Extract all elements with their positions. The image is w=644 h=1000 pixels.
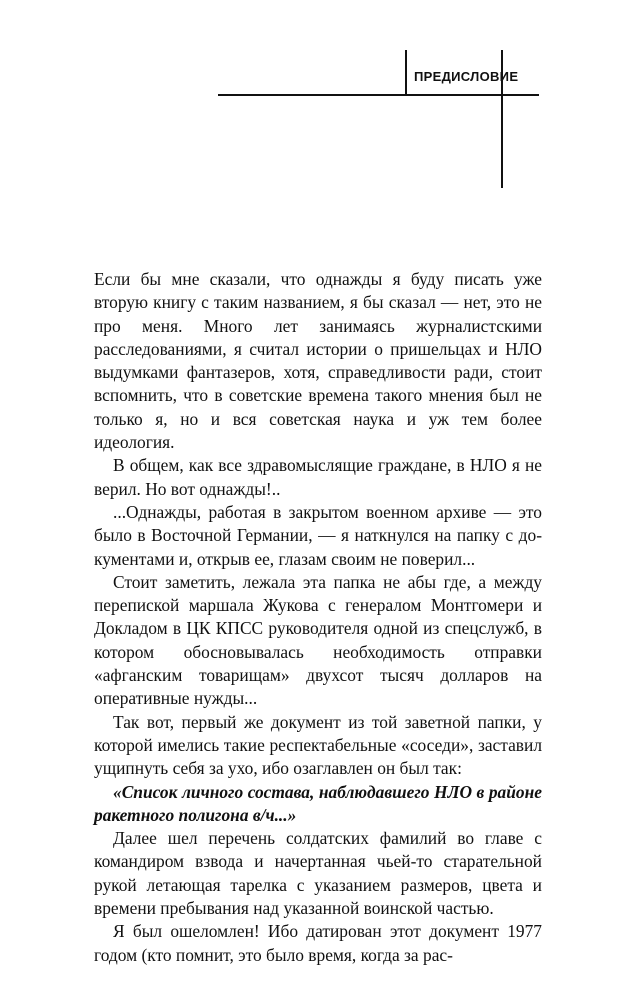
paragraph-1: Если бы мне сказали, что однажды я буду писать уже вторую книгу с таким названием, я бы сказал — нет, это не про меня. Много лет занимаясь журналистскими расследованиями, я считал истории о пришельцах и НЛО выдумками фантазеров, хотя, справедливости ради, стоит вспомнить, что в советские времена такого мнения был не только я, но и вся советская наука и уж тем более идеология.	[94, 269, 542, 453]
paragraph-8: Я был ошеломлен! Ибо датирован этот документ 1977 годом (кто помнит, это было время, когда за рас-	[94, 921, 542, 965]
header-horizontal-rule	[218, 94, 539, 96]
paragraph-3: ...Однажды, работая в закрытом военном архиве — это было в Восточной Германии, — я наткнулся на папку с документами и, открыв ее, глазам своим не поверил...	[94, 501, 542, 569]
page-body-text	[94, 268, 542, 967]
header-left-vertical-rule	[405, 50, 407, 96]
paragraph-7: Далее шел перечень солдатских фамилий во главе с командиром взвода и начертанная чьей-то старательной рукой летающая тарелка с указанием размеров, цвета и времени пребывания над указанной воинской частью.	[94, 828, 542, 919]
paragraph-4: Стоит заметить, лежала эта папка не абы где, а между перепиской маршала Жукова с генералом Монтгомери и Докладом в ЦК КПСС руководителя одной из спецслужб, в котором обосновывалась необходимость отправки «афганским товарищам» двухсот тысяч долларов на оперативные нужды...	[94, 571, 542, 709]
document-title-quote: «Список личного состава, наблюдавшего НЛО в районе ракетного полигона в/ч...»	[94, 781, 542, 825]
paragraph-2: В общем, как все здравомыслящие граждане, в НЛО я не верил. Но вот однажды!..	[94, 455, 542, 499]
paragraph-5: Так вот, первый же документ из той заветной папки, у которой имелись такие респектабельные «соседи», заставил ущипнуть себя за ухо, ибо озаглавлен он был так:	[94, 711, 542, 779]
running-head: ПРЕДИСЛОВИЕ	[414, 69, 519, 84]
